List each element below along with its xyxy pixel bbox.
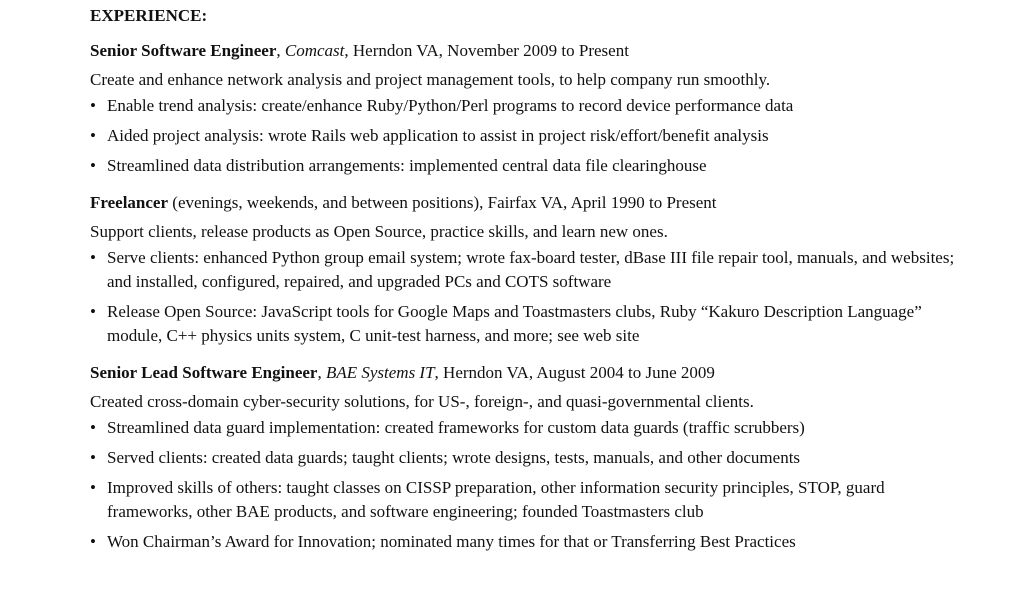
bullet-icon: • <box>90 418 96 437</box>
job-bullet <box>90 246 957 294</box>
bullet-text: Streamlined data distribution arrangements: implemented central data file clearinghouse <box>107 156 707 175</box>
job-bullet-list <box>90 246 990 348</box>
job-summary: Support clients, release products as Open Source, practice skills, and learn new ones. <box>90 222 668 241</box>
resume-page <box>90 4 990 564</box>
bullet-text: Served clients: created data guards; taught clients; wrote designs, tests, manuals, and other documents <box>107 448 801 467</box>
job-entry <box>90 358 990 554</box>
job-bullet <box>90 154 957 178</box>
job-bullet <box>90 446 957 470</box>
job-summary: Create and enhance network analysis and project management tools, to help company run smoothly. <box>90 70 771 89</box>
job-bullet <box>90 416 957 440</box>
job-location-dates: , Herndon VA, November 2009 to Present <box>344 41 629 60</box>
bullet-text: Streamlined data guard implementation: created frameworks for custom data guards (traffic scrubbers) <box>107 418 805 437</box>
bullet-icon: • <box>90 478 96 497</box>
job-location-dates: (evenings, weekends, and between positions), Fairfax VA, April 1990 to Present <box>168 193 717 212</box>
job-separator: , <box>317 363 326 382</box>
job-entry <box>90 188 990 348</box>
job-summary: Created cross-domain cyber-security solutions, for US-, foreign-, and quasi-governmental clients. <box>90 392 754 411</box>
job-company: Comcast <box>284 41 345 60</box>
job-location-dates: , Herndon VA, August 2004 to June 2009 <box>434 363 715 382</box>
job-bullet <box>90 300 957 348</box>
bullet-icon: • <box>90 302 96 321</box>
job-bullet-list <box>90 416 990 554</box>
bullet-icon: • <box>90 96 96 115</box>
job-bullet <box>90 476 957 524</box>
bullet-text: Release Open Source: JavaScript tools for Google Maps and Toastmasters clubs, Ruby “Kakuro Description Language” module, C++ physics units system, C unit-test harness, and more; see web site <box>107 302 922 345</box>
job-bullet-list <box>90 94 990 178</box>
job-header <box>90 358 990 387</box>
job-bullet <box>90 530 957 554</box>
job-title: Freelancer <box>90 193 169 212</box>
job-bullet <box>90 94 957 118</box>
bullet-text: Aided project analysis: wrote Rails web application to assist in project risk/effort/benefit analysis <box>107 126 769 145</box>
job-title: Senior Software Engineer <box>90 41 277 60</box>
bullet-icon: • <box>90 248 96 267</box>
job-header <box>90 36 990 65</box>
bullet-icon: • <box>90 532 96 551</box>
job-header <box>90 188 990 217</box>
job-entry <box>90 36 990 178</box>
bullet-icon: • <box>90 156 96 175</box>
bullet-text: Serve clients: enhanced Python group email system; wrote fax-board tester, dBase III file repair tool, manuals, and websites; and installed, configured, repaired, and upgraded PCs and COTS software <box>107 248 955 291</box>
bullet-text: Enable trend analysis: create/enhance Ruby/Python/Perl programs to record device performance data <box>107 96 794 115</box>
job-bullet <box>90 124 957 148</box>
job-company: BAE Systems IT <box>325 363 435 382</box>
bullet-text: Improved skills of others: taught classes on CISSP preparation, other information security principles, STOP, guard frameworks, other BAE products, and software engineering; founded Toastmasters club <box>107 478 885 521</box>
bullet-text: Won Chairman’s Award for Innovation; nominated many times for that or Transferring Best Practices <box>107 532 796 551</box>
job-separator: , <box>276 41 285 60</box>
bullet-icon: • <box>90 448 96 467</box>
section-heading-experience: EXPERIENCE: <box>90 6 208 25</box>
job-title: Senior Lead Software Engineer <box>90 363 318 382</box>
bullet-icon: • <box>90 126 96 145</box>
